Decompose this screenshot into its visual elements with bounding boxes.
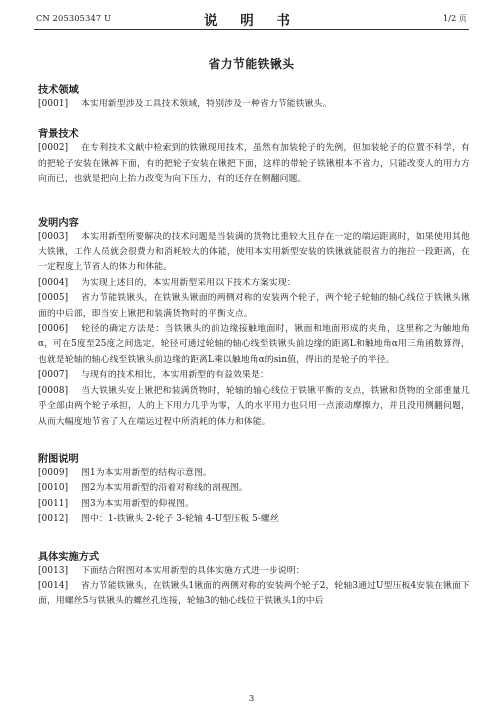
paragraph-number: [0004]	[38, 277, 69, 288]
paragraph-text: 下面结合附图对本实用新型的具体实施方式进一步说明：	[81, 565, 305, 576]
paragraph-text: 图1为本实用新型的结构示意图。	[81, 467, 213, 478]
document-body	[38, 80, 470, 610]
paragraph-number: [0002]	[38, 143, 69, 154]
paragraph	[38, 564, 470, 579]
paragraph-text: 图中：1-铁锹头 2-轮子 3-轮轴 4-U型压板 5-螺丝	[81, 514, 279, 525]
paragraph	[38, 291, 470, 322]
paragraph-number: [0014]	[38, 580, 69, 591]
paragraph-number: [0007]	[38, 370, 69, 381]
paragraph-text: 在专利技术文献中检索到的铁锹现用技术，虽然有加装轮子的先例，但加装轮子的位置不科学，有的把轮子安装在锹裤下面，有的把轮子安装在锹把下面，这样的带轮子铁锹根本不省力，只能改变人的用力方向而已，也就是把向上抬力改变为向下压力，有的还存在侧翻问题。	[38, 143, 470, 185]
paragraph-number: [0003]	[38, 231, 69, 242]
paragraph-text: 轮径的确定方法是：当铁锹头的前边缘接触地面时，锹面和地面形成的夹角，这里称之为触地角α，可在5度至25度之间选定，轮径可通过轮轴的轴心线至铁锹头前边缘的距离L和触地角α用三角函数算得，也就是轮轴的轴心线至铁锹头前边缘的距离L乘以触地角α的sin值，得出的是轮子的半径。	[38, 324, 470, 365]
paragraph	[38, 579, 470, 610]
page-info: 1/2 页	[443, 13, 467, 23]
paragraph-number: [0010]	[38, 483, 69, 494]
paragraph-number: [0006]	[38, 324, 69, 335]
paragraph-number: [0013]	[38, 565, 69, 576]
paragraph	[38, 481, 470, 496]
paragraph	[38, 141, 470, 187]
paragraph	[38, 97, 470, 112]
section-technical-field	[38, 83, 470, 112]
paragraph	[38, 466, 470, 481]
paragraph-text: 与现有的技术相比，本实用新型的有益效果是：	[81, 370, 269, 381]
paragraph	[38, 384, 470, 430]
section-heading: 具体实施方式	[38, 550, 100, 563]
paragraph-text: 图2为本实用新型的沿着对称线的剖视图。	[81, 483, 248, 494]
paragraph-number: [0008]	[38, 385, 69, 396]
paragraph	[38, 497, 470, 512]
section-embodiment	[38, 550, 470, 610]
paragraph	[38, 512, 470, 527]
paragraph	[38, 322, 470, 368]
paragraph	[38, 230, 470, 276]
section-heading: 发明内容	[38, 216, 79, 229]
paragraph-number: [0001]	[38, 99, 69, 109]
section-heading: 技术领域	[38, 84, 79, 96]
paragraph-text: 省力节能铁锹头，在铁锹头1锹面的两侧对称的安装两个轮子2，轮轴3通过U型压板4安装在锹面下面，用螺丝5与铁锹头的螺丝孔连接，轮轴3的轴心线位于铁锹头1的中后	[38, 580, 470, 607]
paragraph-text: 为实现上述目的，本实用新型采用以下技术方案实现：	[81, 277, 296, 288]
paragraph-text: 图3为本实用新型的仰视图。	[81, 498, 195, 509]
section-drawings	[38, 452, 470, 528]
paragraph-number: [0011]	[38, 498, 69, 509]
section-heading: 背景技术	[38, 128, 79, 141]
paragraph-text: 省力节能铁锹头，在铁锹头锹面的两侧对称的安装两个轮子，两个轮子轮轴的轴心线位于铁锹头锹面的中后部，即当安上锹把和装满货物时的平衡支点。	[38, 293, 470, 319]
paragraph-text: 本实用新型涉及工具技术领域，特别涉及一种省力节能铁锹头。	[81, 99, 332, 109]
paragraph-number: [0009]	[38, 467, 69, 478]
section-background	[38, 127, 470, 187]
page-number: 3	[248, 694, 255, 704]
section-invention-content	[38, 216, 470, 430]
paragraph-text: 当大铁锹头安上锹把和装满货物时，轮轴的轴心线位于铁锹平衡的支点，铁锹和货物的全部重量几乎全部由两个轮子承担，人的上下用力几乎为零，人的水平用力也只用一点滚动摩擦力，并且没用侧翻问题，从而大幅度地节省了人在端运过程中所消耗的体力和体能。	[38, 385, 470, 427]
paragraph-text: 本实用新型所要解决的技术问题是当装满的货物比重较大且存在一定的端运距离时，如果使用其他大铁锹，工作人员就会很费力和消耗较大的体能，使用本实用新型安装的铁锹就能很省力的拖拉一段距离，在一定程度上节省人的体力和体能。	[38, 231, 470, 273]
header-divider	[34, 29, 469, 30]
section-heading: 附图说明	[38, 452, 79, 465]
document-title: 省力节能铁锹头	[208, 57, 295, 71]
paragraph-number: [0012]	[38, 514, 69, 525]
paragraph	[38, 276, 470, 291]
publication-number: CN 205305347 U	[36, 13, 112, 23]
paragraph	[38, 368, 470, 383]
document-type: 说 明 书	[204, 13, 299, 29]
paragraph-number: [0005]	[38, 293, 69, 304]
